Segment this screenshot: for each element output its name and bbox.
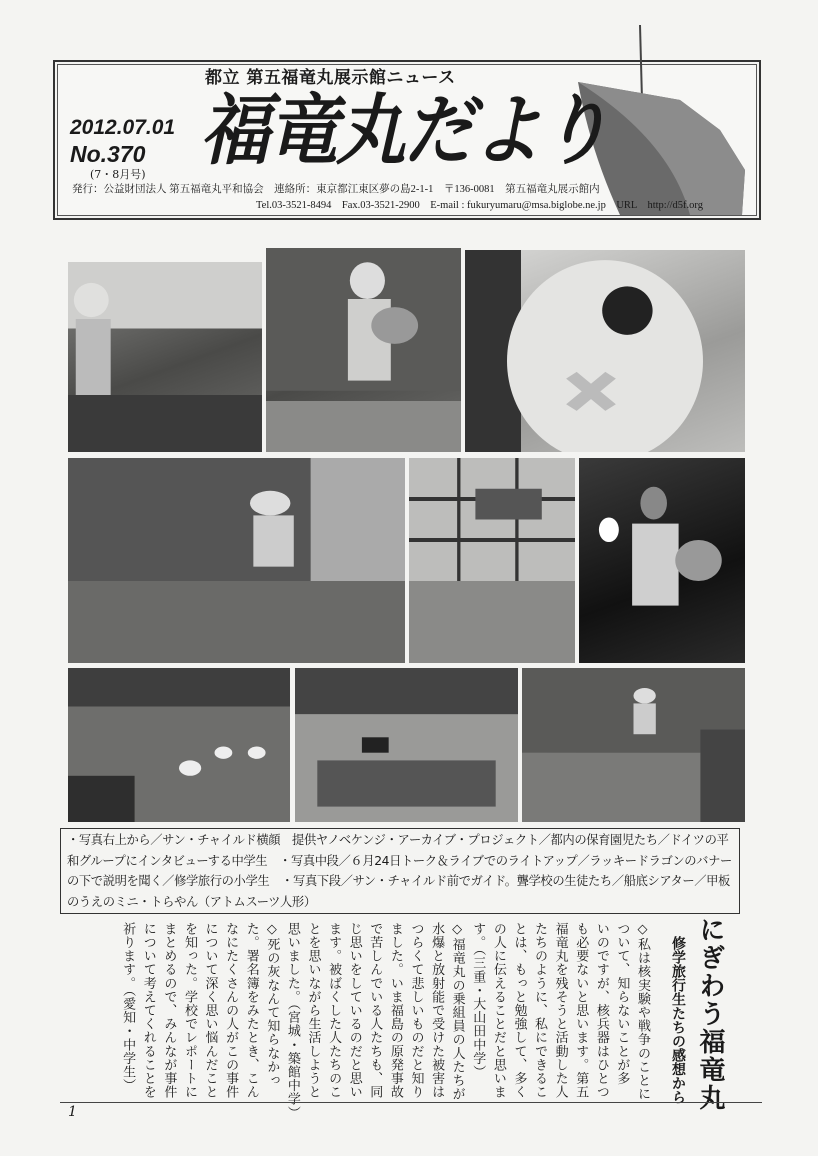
article-line: ◇私は核実験や戦争のことに xyxy=(635,922,650,1101)
article-line: ◇福竜丸の乗組員の人たちが xyxy=(449,922,465,1101)
article-line: とは、もっと勉強して、多く xyxy=(511,922,527,1099)
page-number: 1 xyxy=(68,1104,77,1120)
photo-hull-theater xyxy=(295,668,518,822)
photo-mini-toraya-deck xyxy=(68,668,290,822)
article-line: について深く思い悩んだこと xyxy=(202,922,218,1099)
contact-info: Tel.03-3521-8494 Fax.03-3521-2900 E-mail : fukuryumaru@msa.biglobe.ne.jp URL http://d5f.org xyxy=(256,200,703,211)
photo-lucky-dragon-banner xyxy=(409,458,575,663)
article-line: ついて、知らないことが多 xyxy=(614,922,630,1086)
article-line: ます。被ばくした人たちのこ xyxy=(326,922,342,1099)
article-line: つらくて悲しいものだと知り xyxy=(408,922,424,1099)
article-line: じ思いをしているのだと思い xyxy=(346,922,362,1099)
footer-rule xyxy=(60,1102,762,1103)
publisher-info: 発行：公益財団法人 第五福竜丸平和協会 連絡所：東京都江東区夢の島2-1-1 〒136-0081 第五福竜丸展示館内 xyxy=(72,184,600,195)
article-line: とを思いながら生活しようと xyxy=(305,922,321,1099)
issue-date: 2012.07.01 xyxy=(70,116,176,139)
issue-number: No.370 xyxy=(70,141,146,167)
issue-months: (7・8月号) xyxy=(90,168,146,181)
article-line: 福竜丸を残そうと活動した人 xyxy=(552,922,568,1099)
article-line: ました。いま福島の原発事故 xyxy=(387,922,403,1099)
article-line: ◇死の灰なんて知らなかっ xyxy=(264,922,280,1088)
article-line: いのですが、核兵器はひとつ xyxy=(593,922,609,1099)
photo-guide-sun-child xyxy=(522,668,745,822)
article-line: を知った。学校でレポートに xyxy=(181,922,197,1099)
photo-caption: ・写真右上から／サン・チャイルド横顔 提供ヤノベケンジ・アーカイブ・プロジェクト／都内の保育園児たち／ドイツの平和グループにインタビューする中学生 ・写真中段／６月24日トーク＆ライブでのライトアップ／ラッキードラゴンのバナーの下で説明を聞く／修学旅行の小学生 ・写真下段／サン・チャイルド前でガイド。聾学校の生徒たち／船底シアター／甲板のうえのミニ・トらやん（アトムスーツ人形） xyxy=(60,828,740,914)
article-title: にぎわう福竜丸 xyxy=(695,916,725,1112)
article-line: の人に伝えることだと思いま xyxy=(490,922,506,1099)
article-line: で苦しんでいる人たちも、同 xyxy=(367,922,383,1099)
photo-german-peace-group xyxy=(68,458,405,663)
article-line: たちのように、私にできるこ xyxy=(532,922,548,1099)
article-line: す。（三重・大山田中学） xyxy=(470,922,486,1079)
article-line: 思いました。（宮城・築館中学） xyxy=(284,922,300,1120)
photo-light-up-event xyxy=(579,458,745,663)
newsletter-kicker: 都立 第五福竜丸展示館ニュース xyxy=(205,68,456,88)
newsletter-title: 福竜丸だより xyxy=(200,84,608,176)
article-line: も必要ないと思います。第五 xyxy=(573,922,589,1099)
article xyxy=(117,916,730,1120)
photo-sun-child-kids xyxy=(266,248,461,452)
article-line: 祈ります。（愛知・中学生） xyxy=(120,922,136,1093)
photo-nursery-children xyxy=(68,262,262,452)
article-line: 水爆と放射能で受けた被害は xyxy=(429,922,445,1099)
article-line: なにたくさんの人がこの事件 xyxy=(223,922,239,1099)
article-subtitle: 修学旅行生たちの感想から xyxy=(670,936,686,1104)
article-line: まとめるので、みんなが事件 xyxy=(161,922,177,1099)
article-line: た。署名簿をみたとき、こん xyxy=(243,922,259,1099)
article-line: について考えてくれることを xyxy=(140,922,156,1099)
photo-sun-child-profile xyxy=(465,250,745,452)
